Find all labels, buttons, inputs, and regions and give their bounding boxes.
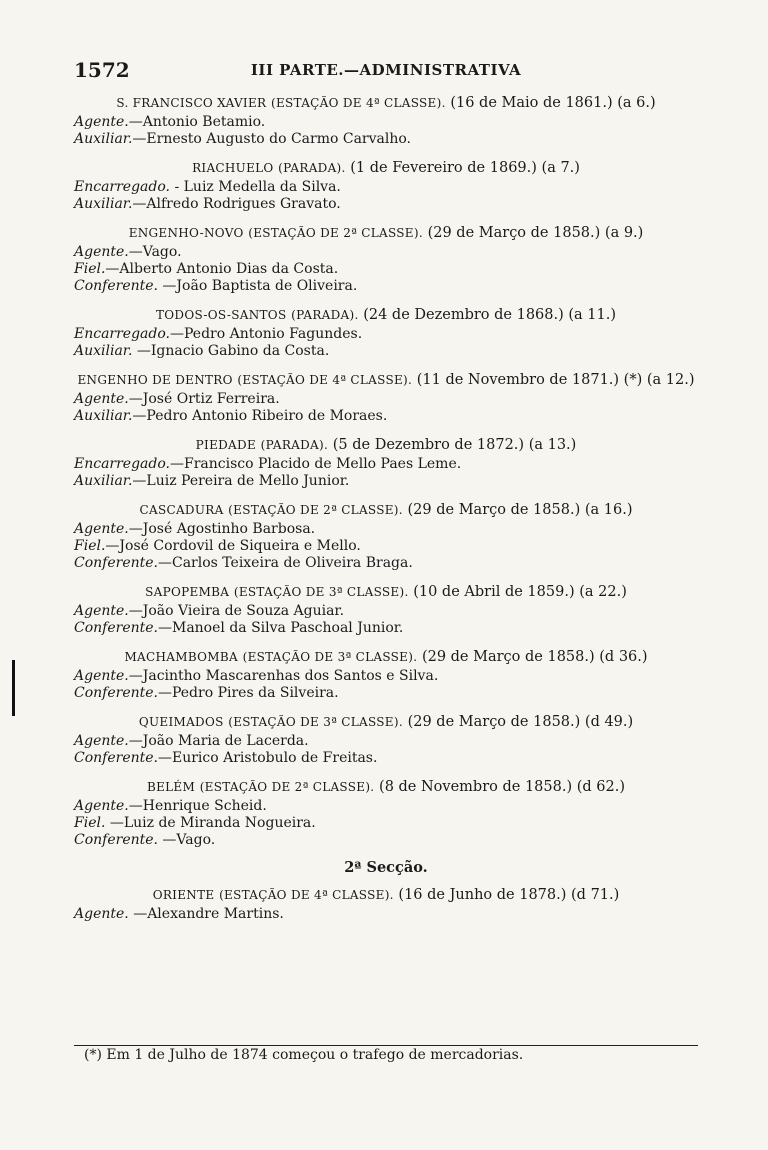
station-ref: (a 7.) [541, 160, 580, 176]
staff-line [74, 832, 698, 849]
staff-role: Agente. [74, 733, 129, 749]
staff-name: —Francisco Placido de Mello Paes Leme. [170, 456, 462, 472]
staff-line [74, 326, 698, 343]
station-ref: (d 62.) [576, 779, 626, 795]
staff-role: Agente. [74, 391, 129, 407]
station-ref: (a 9.) [604, 225, 644, 241]
station-heading [74, 92, 698, 114]
staff-name: —Ignacio Gabino da Costa. [132, 343, 330, 359]
staff-role: Agente. [74, 906, 129, 922]
staff-name: —Pedro Pires da Silveira. [157, 685, 339, 701]
station-type: (ESTAÇÃO DE 2ª CLASSE). [248, 226, 423, 240]
staff-name: —João Maria de Lacerda. [128, 733, 309, 749]
staff-role: Fiel. [74, 815, 106, 831]
footnote: (*) Em 1 de Julho de 1874 começou o trafego de mercadorias. [84, 1047, 524, 1063]
staff-role: Encarregado. [74, 456, 170, 472]
station-ref: (d 36.) [599, 649, 648, 665]
station-entry [74, 434, 698, 490]
station-list [74, 92, 698, 932]
station-ref: (d 49.) [584, 714, 634, 730]
station-heading [74, 711, 698, 733]
station-type: (ESTAÇÃO DE 4ª CLASSE). [237, 373, 413, 387]
staff-name: —Alfredo Rodrigues Gravato. [132, 196, 341, 212]
station-name: SAPOPEMBA [145, 585, 230, 599]
staff-role: Conferente. [74, 685, 158, 701]
staff-name: —João Baptista de Oliveira. [157, 278, 358, 294]
station-ref: (a 22.) [579, 584, 627, 600]
station-name: S. FRANCISCO XAVIER [116, 96, 267, 110]
staff-role: Conferente. [74, 278, 158, 294]
staff-role: Auxiliar. [74, 408, 133, 424]
staff-line [74, 456, 698, 473]
staff-name: —José Agostinho Barbosa. [128, 521, 316, 537]
staff-role: Conferente. [74, 620, 158, 636]
staff-line [74, 906, 698, 923]
station-heading [74, 581, 698, 603]
station-heading [74, 304, 698, 326]
staff-role: Fiel. [74, 261, 106, 277]
staff-name: —Luiz Pereira de Mello Junior. [132, 473, 350, 489]
section-heading: 2ª Secção. [344, 859, 428, 876]
station-name: MACHAMBOMBA [124, 650, 238, 664]
station-date: (29 de Março de 1858.) [407, 502, 581, 518]
station-entry [74, 304, 698, 360]
staff-name: —Ernesto Augusto do Carmo Carvalho. [132, 131, 411, 147]
station-name: BELÉM [146, 780, 196, 794]
staff-line [74, 538, 698, 555]
station-date: (16 de Junho de 1878.) [398, 887, 567, 903]
staff-role: Agente. [74, 668, 129, 684]
station-heading [74, 884, 698, 906]
station-date: (29 de Março de 1858.) [427, 225, 601, 241]
station-ref: (a 12.) [646, 372, 695, 388]
station-entry [74, 499, 698, 572]
staff-role: Auxiliar. [74, 196, 133, 212]
staff-role: Agente. [74, 798, 129, 814]
staff-line [74, 603, 698, 620]
staff-name: —Manoel da Silva Paschoal Junior. [157, 620, 404, 636]
staff-name: —Henrique Scheid. [128, 798, 267, 814]
staff-role: Conferente. [74, 555, 158, 571]
staff-line [74, 179, 698, 196]
station-heading [74, 646, 698, 668]
station-date: (29 de Março de 1858.) [421, 649, 595, 665]
staff-role: Auxiliar. [74, 343, 133, 359]
station-date: (16 de Maio de 1861.) [450, 95, 613, 111]
station-ref: (a 16.) [584, 502, 633, 518]
station-type: (ESTAÇÃO DE 3ª CLASSE). [233, 585, 409, 599]
staff-name: —João Vieira de Souza Aguiar. [128, 603, 345, 619]
station-ref: (a 13.) [528, 437, 577, 453]
station-date: (5 de Dezembro de 1872.) [332, 437, 525, 453]
station-name: ENGENHO-NOVO [128, 226, 244, 240]
staff-line [74, 261, 698, 278]
staff-name: —Alexandre Martins. [128, 906, 284, 922]
station-type: (PARADA). [260, 438, 329, 452]
staff-line [74, 668, 698, 685]
station-name: PIEDADE [195, 438, 256, 452]
station-type: (ESTAÇÃO DE 3ª CLASSE). [228, 715, 403, 729]
staff-line [74, 473, 698, 490]
staff-name: —Luiz de Miranda Nogueira. [105, 815, 316, 831]
staff-role: Encarregado. [74, 179, 170, 195]
staff-role: Conferente. [74, 832, 158, 848]
staff-line [74, 131, 698, 148]
staff-name: —Vago. [157, 832, 216, 848]
station-type: (PARADA). [291, 308, 359, 322]
station-entry [74, 711, 698, 767]
staff-name: —Eurico Aristobulo de Freitas. [157, 750, 378, 766]
station-entry [74, 157, 698, 213]
staff-line [74, 278, 698, 295]
staff-line [74, 555, 698, 572]
station-type: (ESTAÇÃO DE 4ª CLASSE). [270, 96, 446, 110]
staff-line [74, 521, 698, 538]
station-heading [74, 434, 698, 456]
station-entry [74, 776, 698, 849]
station-type: (ESTAÇÃO DE 4ª CLASSE). [219, 888, 394, 902]
staff-name: —Antonio Betamio. [128, 114, 266, 130]
staff-role: Agente. [74, 244, 129, 260]
staff-role: Agente. [74, 114, 129, 130]
page-header [74, 58, 698, 82]
staff-line [74, 733, 698, 750]
staff-role: Fiel. [74, 538, 106, 554]
station-name: TODOS-OS-SANTOS [155, 308, 287, 322]
staff-role: Encarregado. [74, 326, 170, 342]
staff-name: —José Ortiz Ferreira. [128, 391, 280, 407]
footnote-rule [74, 1045, 698, 1046]
station-ref: (a 11.) [568, 307, 617, 323]
station-name: RIACHUELO [192, 161, 274, 175]
station-name: QUEIMADOS [138, 715, 224, 729]
station-ref: (d 71.) [571, 887, 620, 903]
staff-name: —Jacintho Mascarenhas dos Santos e Silva. [128, 668, 439, 684]
station-heading [74, 222, 698, 244]
staff-name: —Alberto Antonio Dias da Costa. [105, 261, 339, 277]
staff-role: Auxiliar. [74, 131, 133, 147]
station-heading [74, 369, 698, 391]
page-title: III PARTE.—ADMINISTRATIVA [250, 61, 522, 79]
staff-line [74, 114, 698, 131]
station-date: (29 de Março de 1858.) [407, 714, 581, 730]
station-date: (24 de Dezembro de 1868.) [363, 307, 564, 323]
staff-line [74, 196, 698, 213]
staff-name: —Pedro Antonio Fagundes. [170, 326, 363, 342]
staff-line [74, 244, 698, 261]
station-name: ORIENTE [152, 888, 215, 902]
station-type: (PARADA). [278, 161, 346, 175]
staff-line [74, 391, 698, 408]
staff-role: Auxiliar. [74, 473, 133, 489]
station-date: (10 de Abril de 1859.) [413, 584, 575, 600]
station-name: ENGENHO DE DENTRO [77, 373, 233, 387]
station-name: CASCADURA [139, 503, 224, 517]
staff-role: Conferente. [74, 750, 158, 766]
staff-line [74, 815, 698, 832]
station-entry [74, 884, 698, 923]
margin-mark [12, 660, 15, 716]
staff-line [74, 750, 698, 767]
station-date: (11 de Novembro de 1871.) (*) [416, 372, 643, 388]
staff-line [74, 343, 698, 360]
station-type: (ESTAÇÃO DE 3ª CLASSE). [242, 650, 418, 664]
station-entry [74, 222, 698, 295]
staff-role: Agente. [74, 603, 129, 619]
station-heading [74, 499, 698, 521]
station-date: (1 de Fevereiro de 1869.) [350, 160, 537, 176]
station-type: (ESTAÇÃO DE 2ª CLASSE). [199, 780, 375, 794]
station-entry [74, 581, 698, 637]
station-entry [74, 646, 698, 702]
station-entry [74, 369, 698, 425]
staff-line [74, 620, 698, 637]
staff-line [74, 408, 698, 425]
station-type: (ESTAÇÃO DE 2ª CLASSE). [228, 503, 403, 517]
station-entry [74, 92, 698, 148]
station-ref: (a 6.) [617, 95, 656, 111]
staff-name: —Carlos Teixeira de Oliveira Braga. [157, 555, 413, 571]
staff-name: —Vago. [128, 244, 182, 260]
station-heading [74, 776, 698, 798]
staff-name: —Pedro Antonio Ribeiro de Moraes. [132, 408, 388, 424]
staff-name: - Luiz Medella da Silva. [170, 179, 341, 195]
station-date: (8 de Novembro de 1858.) [379, 779, 573, 795]
staff-name: —José Cordovil de Siqueira e Mello. [105, 538, 361, 554]
staff-line [74, 798, 698, 815]
staff-role: Agente. [74, 521, 129, 537]
page-number: 1572 [74, 58, 130, 82]
station-heading [74, 157, 698, 179]
staff-line [74, 685, 698, 702]
